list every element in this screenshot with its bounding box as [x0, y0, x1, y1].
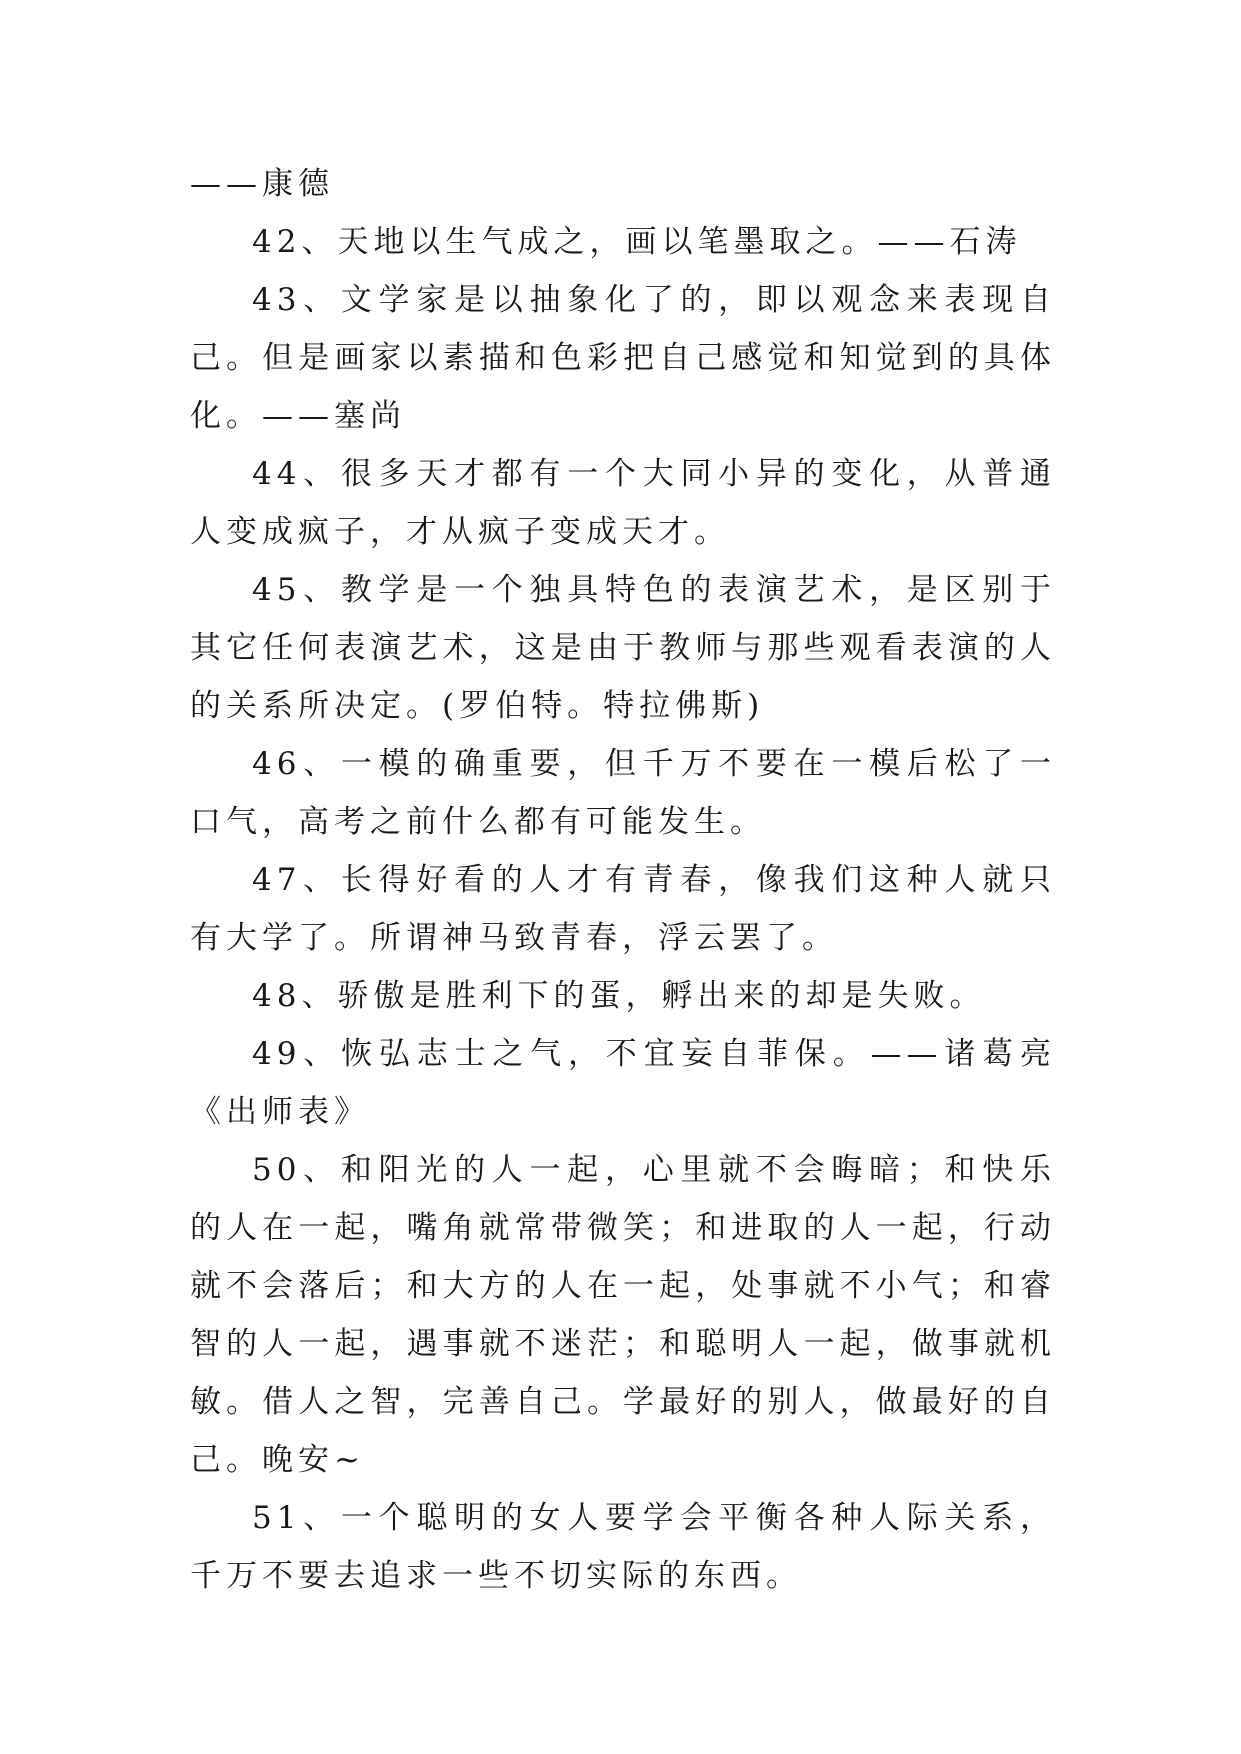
- quote-51: 51、一个聪明的女人要学会平衡各种人际关系，千万不要去追求一些不切实际的东西。: [190, 1500, 1056, 1594]
- quote-46: 46、一模的确重要，但千万不要在一模后松了一口气，高考之前什么都有可能发生。: [190, 746, 1056, 840]
- quote-44: 44、很多天才都有一个大同小异的变化，从普通人变成疯子，才从疯子变成天才。: [190, 456, 1056, 550]
- quote-50: 50、和阳光的人一起，心里就不会晦暗；和快乐的人在一起，嘴角就常带微笑；和进取的人一起，行动就不会落后；和大方的人在一起，处事就不小气；和睿智的人一起，遇事就不迷茫；和聪明人一起，做事就机敏。借人之智，完善自己。学最好的别人，做最好的自己。晚安~: [190, 1152, 1056, 1478]
- quote-45: 45、教学是一个独具特色的表演艺术，是区别于其它任何表演艺术，这是由于教师与那些观看表演的人的关系所决定。(罗伯特。特拉佛斯): [190, 572, 1056, 724]
- quote-42: 42、天地以生气成之，画以笔墨取之。——石涛: [252, 224, 1022, 260]
- quote-48: 48、骄傲是胜利下的蛋，孵出来的却是失败。: [252, 978, 986, 1014]
- quote-49: 49、恢弘志士之气，不宜妄自菲保。——诸葛亮《出师表》: [190, 1036, 1056, 1130]
- document-body: [190, 155, 1056, 1605]
- quote-47: 47、长得好看的人才有青春，像我们这种人就只有大学了。所谓神马致青春，浮云罢了。: [190, 862, 1056, 956]
- quote-attribution-kant: ——康德: [190, 166, 334, 202]
- quote-43: 43、文学家是以抽象化了的，即以观念来表现自己。但是画家以素描和色彩把自己感觉和知觉到的具体化。——塞尚: [190, 282, 1056, 434]
